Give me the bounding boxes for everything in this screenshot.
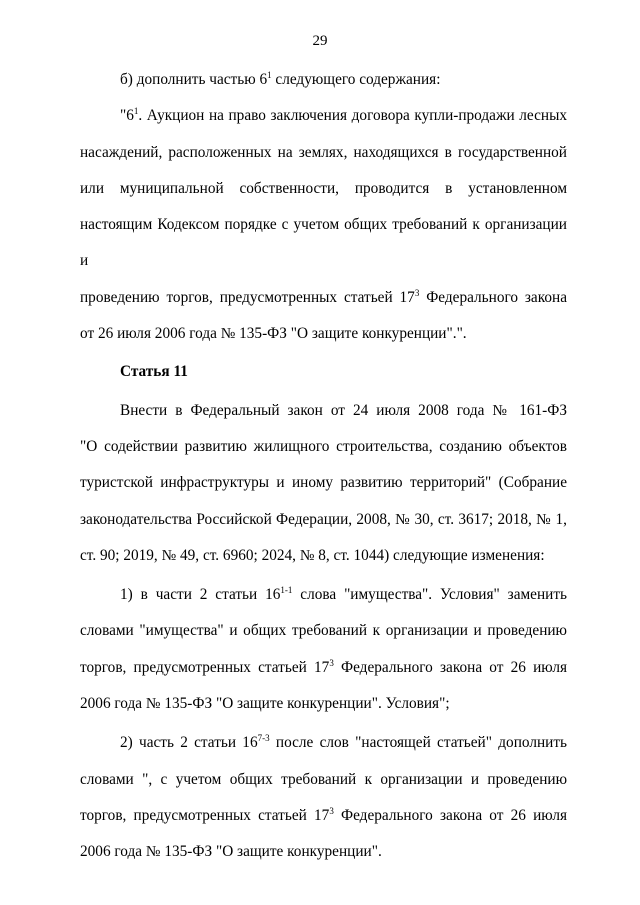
paragraph-b-post: следующего содержания: [271,71,441,88]
list-item-2-line-4: 2006 года № 135-ФЗ "О защите конкуренции". [80,843,382,861]
paragraph-6-1-line-1-text: . Аукцион на право заключения договора купли-продажи лесных [138,107,567,125]
paragraph-intro-line-2: "О содействии развитию жилищного строительства, созданию объектов [80,437,567,455]
list-item-2-line-3-post: Федерального закона от 26 июля [333,806,567,824]
list-item-1-line-3-post: Федерального закона от 26 июля [333,658,567,676]
paragraph-6-1 [80,98,567,352]
paragraph-6-1-line-4: настоящим Кодексом порядке с учетом общих требований к организации и [80,216,567,270]
paragraph-6-1-line-5-sup: 3 [414,287,420,298]
list-item-2-line-2: словами ", с учетом общих требований к организации и проведению [80,770,567,788]
list-item-2-line-3 [80,798,567,834]
quote-open: "6 [120,107,134,125]
list-item-2-line-1-sup: 7-3 [257,733,270,744]
list-item-1-line-1-pre: 1) в части 2 статьи 16 [120,586,281,604]
paragraph-6-1-line-3: или муниципальной собственности, проводится в установленном [80,179,567,197]
list-item-1-line-1-post: слова "имущества". Условия" заменить [292,586,567,604]
paragraph-b-pre: б) дополнить частью 6 [120,71,268,88]
paragraph-6-1-line-5 [80,280,567,316]
paragraph-b [80,62,567,98]
paragraph-6-1-line-2: насаждений, расположенных на землях, находящихся в государственной [80,143,567,161]
list-item-1-line-3 [80,650,567,686]
list-item-2-line-1-post: после слов "настоящей статьей" дополнить [269,734,567,752]
list-item-2-line-3-pre: торгов, предусмотренных статьей 17 [80,806,330,824]
list-item-1-line-3-pre: торгов, предусмотренных статьей 17 [80,658,330,676]
paragraph-6-1-line-5-post: Федерального закона [419,288,567,306]
paragraph-6-1-line-5-pre: проведению торгов, предусмотренных статьей 17 [80,288,415,306]
paragraph-intro [80,393,567,574]
paragraph-6-1-line-6: от 26 июля 2006 года № 135-ФЗ "О защите конкуренции".". [80,325,467,343]
paragraph-b-sup: 1 [267,70,272,80]
paragraph-intro-line-4: законодательства Российской Федерации, 2008, № 30, ст. 3617; 2018, № 1, [80,510,567,528]
list-item-2-line-3-sup: 3 [329,805,334,816]
list-item-2-line-1 [80,725,567,761]
document-body [80,62,567,871]
page-number: 29 [312,33,328,49]
paragraph-intro-line-1: Внести в Федеральный закон от 24 июля 2008 года № 161-ФЗ [120,401,567,419]
list-item-1-line-1 [80,577,567,613]
list-item-1 [80,577,567,722]
list-item-1-line-1-sup: 1-1 [280,585,293,596]
list-item-1-line-2: словами "имущества" и общих требований к организации и проведению [80,622,567,640]
list-item-2-line-1-pre: 2) часть 2 статьи 16 [120,734,258,752]
paragraph-6-1-sup: 1 [133,106,139,117]
paragraph-intro-line-5: ст. 90; 2019, № 49, ст. 6960; 2024, № 8, ст. 1044) следующие изменения: [80,546,545,564]
paragraph-intro-line-3: туристской инфраструктуры и иному развитию территорий" (Собрание [80,474,567,492]
list-item-2 [80,725,567,870]
article-heading: Статья 11 [120,363,188,381]
paragraph-6-1-line-1 [80,98,567,134]
list-item-1-line-3-sup: 3 [329,657,334,668]
list-item-1-line-4: 2006 года № 135-ФЗ "О защите конкуренции". Условия"; [80,695,450,713]
